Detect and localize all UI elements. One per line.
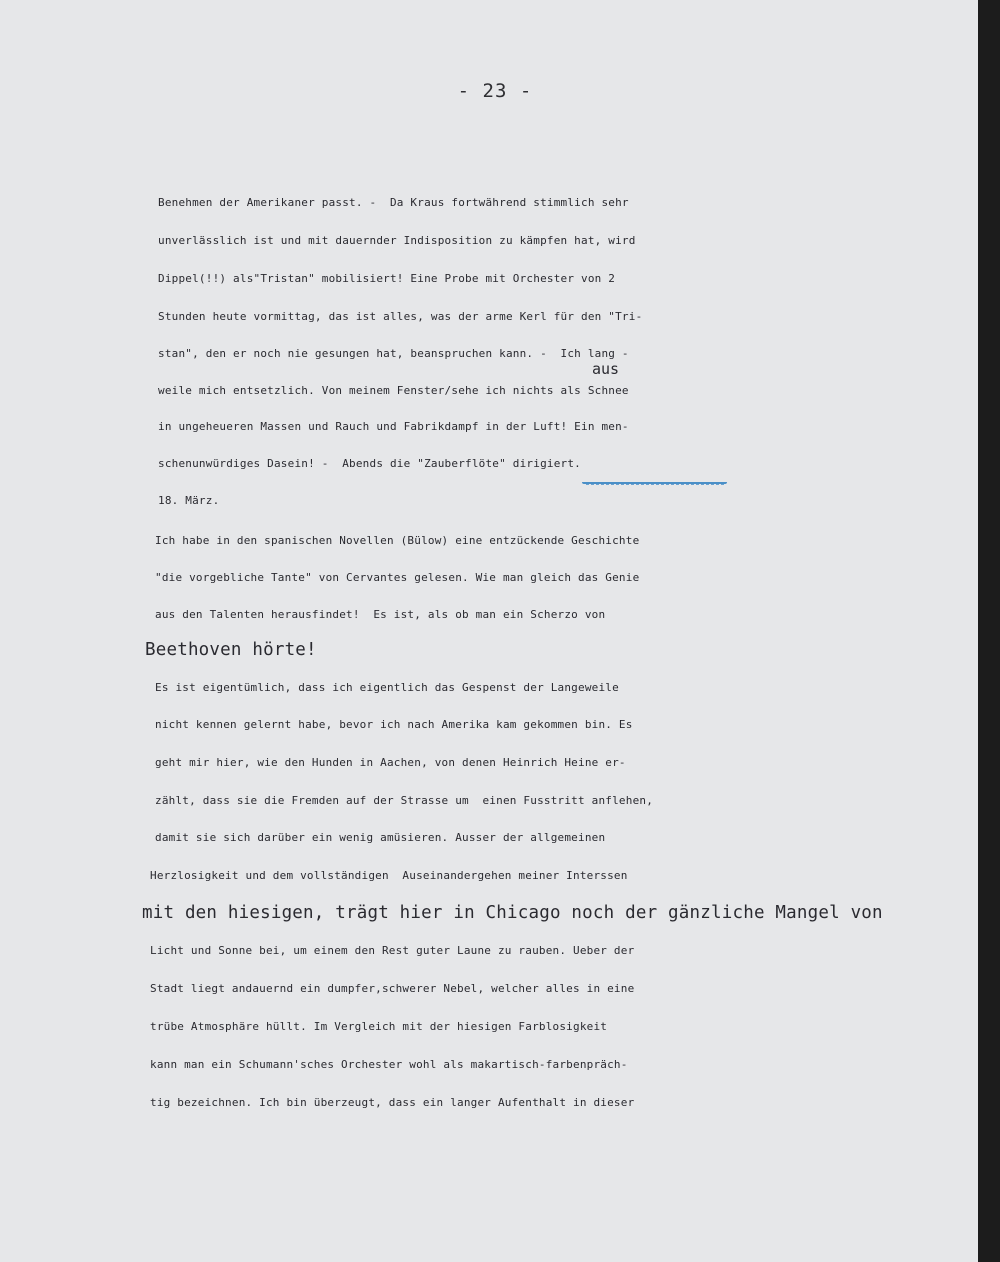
text-line: Beethoven hörte! — [145, 640, 317, 660]
text-line: mit den hiesigen, trägt hier in Chicago noch der gänzliche Mangel von — [142, 903, 883, 923]
text-line: Stadt liegt andauernd ein dumpfer,schwerer Nebel, welcher alles in eine — [150, 982, 635, 995]
text-line: Benehmen der Amerikaner passt. - Da Kraus fortwährend stimmlich sehr — [158, 196, 629, 209]
text-line: schenunwürdiges Dasein! - Abends die "Zauberflöte" dirigiert. — [158, 457, 581, 470]
text-line: in ungeheueren Massen und Rauch und Fabrikdampf in der Luft! Ein men- — [158, 420, 629, 433]
text-line: Herzlosigkeit und dem vollständigen Auseinandergehen meiner Interssen — [150, 869, 628, 882]
date-heading: 18. März. — [158, 494, 220, 507]
text-line: tig bezeichnen. Ich bin überzeugt, dass ein langer Aufenthalt in dieser — [150, 1096, 635, 1109]
text-line: damit sie sich darüber ein wenig amüsieren. Ausser der allgemeinen — [155, 831, 606, 844]
text-line: geht mir hier, wie den Hunden in Aachen, von denen Heinrich Heine er- — [155, 756, 626, 769]
text-line: Es ist eigentümlich, dass ich eigentlich das Gespenst der Langeweile — [155, 681, 619, 694]
text-line: Stunden heute vormittag, das ist alles, was der arme Kerl für den "Tri- — [158, 310, 643, 323]
handwritten-insertion: aus — [592, 360, 620, 378]
text-line: "die vorgebliche Tante" von Cervantes gelesen. Wie man gleich das Genie — [155, 571, 640, 584]
text-line: weile mich entsetzlich. Von meinem Fenster/sehe ich nichts als Schnee — [158, 384, 629, 397]
text-line: kann man ein Schumann'sches Orchester wohl als makartisch-farbenpräch- — [150, 1058, 628, 1071]
text-line: nicht kennen gelernt habe, bevor ich nach Amerika kam gekommen bin. Es — [155, 718, 633, 731]
text-line: zählt, dass sie die Fremden auf der Strasse um einen Fusstritt anflehen, — [155, 794, 654, 807]
text-line: trübe Atmosphäre hüllt. Im Vergleich mit der hiesigen Farblosigkeit — [150, 1020, 608, 1033]
text-line: aus den Talenten herausfindet! Es ist, als ob man ein Scherzo von — [155, 608, 606, 621]
page-number: - 23 - — [457, 80, 533, 102]
text-line: stan", den er noch nie gesungen hat, beanspruchen kann. - Ich lang - — [158, 347, 629, 360]
text-line: Dippel(!!) als"Tristan" mobilisiert! Eine Probe mit Orchester von 2 — [158, 272, 616, 285]
blue-underline-mark-secondary — [586, 482, 724, 485]
text-line: unverlässlich ist und mit dauernder Indisposition zu kämpfen hat, wird — [158, 234, 636, 247]
text-line: Licht und Sonne bei, um einem den Rest guter Laune zu rauben. Ueber der — [150, 944, 635, 957]
text-line: Ich habe in den spanischen Novellen (Bülow) eine entzückende Geschichte — [155, 534, 640, 547]
